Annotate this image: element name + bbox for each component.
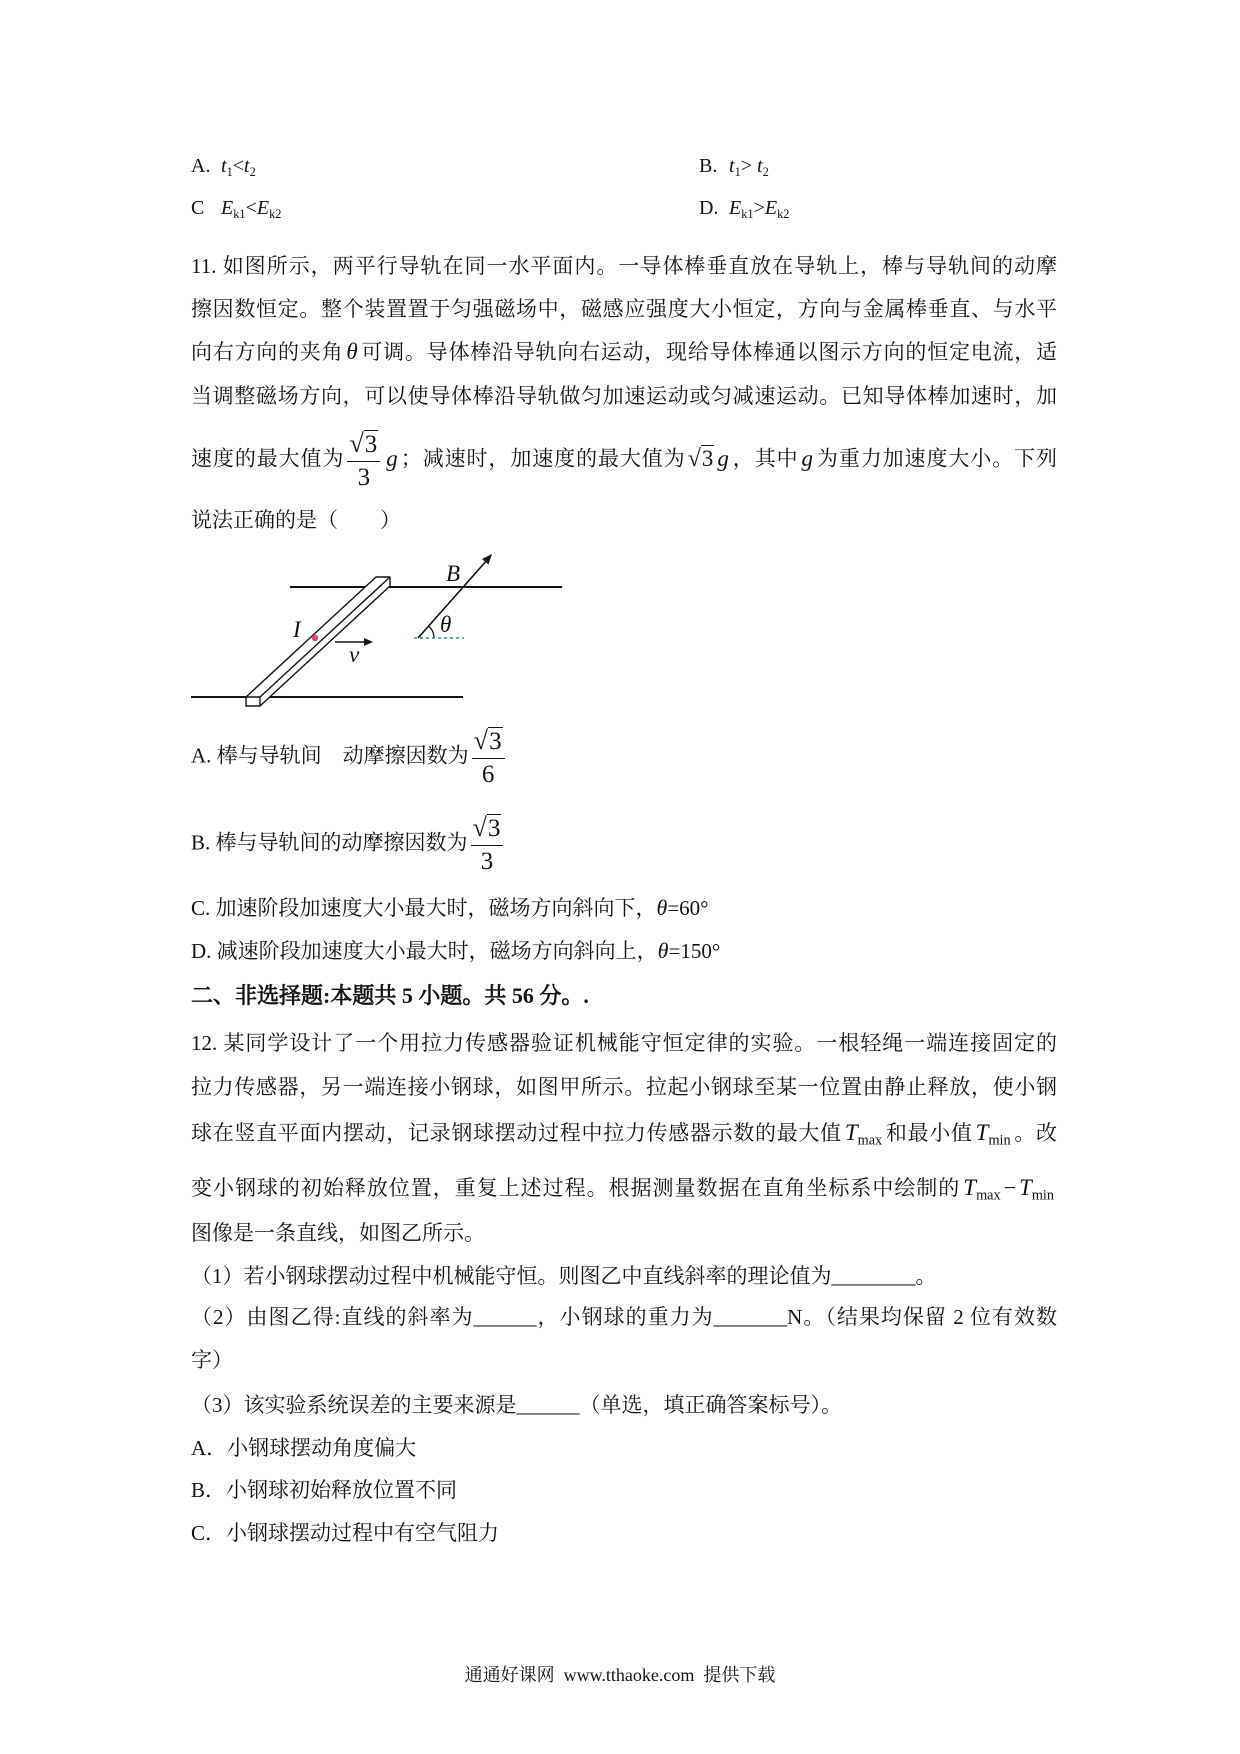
text: 和最小值: [885, 1121, 973, 1145]
sqrt-3: [688, 446, 715, 471]
q10-option-d: [699, 193, 790, 229]
angle-value: =150°: [668, 939, 721, 963]
tension-symbol: [1019, 1175, 1054, 1204]
radical-sign: √: [472, 813, 487, 842]
minus-sign: −: [1003, 1175, 1017, 1200]
theta-symbol: θ: [656, 895, 668, 920]
current-label: I: [293, 617, 301, 642]
variable: t: [221, 155, 227, 177]
fraction-numerator: [472, 726, 505, 759]
current-marker-dot: [312, 635, 318, 641]
q12-choice-a: A．小钢球摆动角度偏大: [191, 1436, 417, 1460]
subscript: max: [976, 1187, 1001, 1204]
q11-line-1: 11. 如图所示，两平行导轨在同一水平面内。一导体棒垂直放在导轨上，棒与导轨间的动摩: [191, 254, 1057, 278]
variable: E: [256, 197, 270, 219]
variable: t: [757, 155, 763, 177]
q12-line-3: [191, 1118, 1057, 1156]
angle-theta-label: θ: [440, 612, 452, 637]
q12-subquestion-3: （3）该实验系统误差的主要来源是______（单选，填正确答案标号）。: [191, 1393, 842, 1417]
subscript: max: [857, 1132, 883, 1149]
subscript: k2: [777, 206, 790, 221]
text: 速度的最大值为: [191, 446, 345, 471]
rod-edge: [260, 577, 390, 697]
q11-line-6: 说法正确的是（ ）: [191, 508, 401, 532]
q12-line-4: [191, 1173, 1057, 1211]
radicand: 3: [487, 815, 501, 842]
theta-symbol: θ: [346, 339, 358, 364]
angle-arc: [429, 626, 434, 638]
option-text: D. 减速阶段加速度大小最大时，磁场方向斜向上，: [191, 939, 658, 963]
tension-symbol: [844, 1120, 883, 1149]
option-text: B. 棒与导轨间的动摩擦因数为: [191, 830, 468, 855]
q12-line-1: 12. 某同学设计了一个用拉力传感器验证机械能守恒定律的实验。一根轻绳一端连接固定的: [191, 1031, 1057, 1055]
variable: E: [729, 197, 742, 219]
q11-option-a: [191, 726, 508, 789]
variable: T: [963, 1175, 977, 1200]
variable: E: [221, 197, 234, 219]
fraction-sqrt3-over-3: [347, 429, 380, 492]
text: ；减速时，加速度的最大值为: [400, 446, 686, 471]
operator: >: [740, 155, 758, 177]
q12-subquestion-2-line-2: 字）: [191, 1348, 233, 1372]
subscript: k2: [269, 206, 282, 221]
angle-value: =60°: [667, 896, 709, 920]
q11-line-3: [191, 337, 1057, 367]
text: 球在竖直平面内摆动，记录钢球摆动过程中拉力传感器示数的最大值: [191, 1121, 842, 1145]
text: 向右方向的夹角: [191, 340, 344, 364]
operator: >: [753, 197, 765, 219]
variable: T: [1019, 1175, 1032, 1200]
option-label: D.: [699, 197, 719, 219]
fraction-denominator: 3: [357, 463, 371, 491]
subscript: k1: [741, 206, 754, 221]
q11-option-d: [191, 936, 720, 966]
rail-rod-diagram: [180, 540, 580, 720]
tension-symbol: [963, 1175, 1001, 1204]
text: 。改: [1013, 1121, 1058, 1145]
g-symbol: g: [386, 445, 398, 471]
radical-sign: √: [349, 429, 364, 458]
g-symbol: g: [717, 445, 729, 471]
option-label: A.: [191, 155, 211, 177]
subscript: k1: [233, 206, 246, 221]
subscript: min: [1031, 1187, 1054, 1204]
radicand: 3: [701, 445, 714, 471]
q11-option-c: [191, 893, 709, 923]
theta-symbol: θ: [657, 938, 669, 963]
q12-subquestion-1: （1）若小钢球摆动过程中机械能守恒。则图乙中直线斜率的理论值为________。: [191, 1264, 937, 1288]
radicand: 3: [364, 431, 378, 458]
page-footer: 通通好课网 www.tthaoke.com 提供下载: [464, 1665, 776, 1685]
fraction-denominator: 6: [481, 760, 495, 788]
q12-choice-b: B．小钢球初始释放位置不同: [191, 1478, 458, 1502]
fraction-sqrt3-over-3: [471, 813, 504, 876]
tension-symbol: [975, 1120, 1011, 1149]
q11-line-2: 擦因数恒定。整个装置置于匀强磁场中，磁感应强度大小恒定，方向与金属棒垂直、与水平: [191, 297, 1057, 321]
variable: T: [844, 1120, 858, 1145]
subscript: 1: [226, 164, 233, 179]
option-label: B.: [699, 155, 718, 177]
q12-choice-c: C．小钢球摆动过程中有空气阻力: [191, 1521, 500, 1545]
q11-option-b: [191, 813, 506, 876]
section-heading: 二、非选择题:本题共 5 小题。共 56 分。.: [191, 983, 589, 1008]
subscript: 2: [762, 164, 769, 179]
radicand: 3: [489, 728, 502, 755]
fraction-sqrt3-over-6: [472, 726, 505, 789]
option-label: C: [191, 197, 205, 219]
subscript: min: [988, 1132, 1011, 1149]
option-text: C. 加速阶段加速度大小最大时，磁场方向斜向下，: [191, 896, 657, 920]
q12-subquestion-2-line-1: （2）由图乙得:直线的斜率为______，小钢球的重力为_______N。（结果均保留 2 位有效数: [191, 1305, 1057, 1329]
subscript: 2: [249, 164, 256, 179]
fraction-numerator: [347, 429, 380, 462]
g-symbol: g: [801, 445, 814, 471]
variable: t: [244, 155, 250, 177]
text: 可调。导体棒沿导轨向右运动，现给导体棒通以图示方向的恒定电流，适: [360, 340, 1057, 364]
subscript: 1: [734, 164, 741, 179]
text: ，其中: [731, 446, 799, 471]
variable: t: [729, 155, 735, 177]
velocity-label: v: [349, 642, 360, 667]
q12-line-5: 图像是一条直线，如图乙所示。: [191, 1221, 485, 1245]
variable: T: [975, 1120, 989, 1145]
operator: <: [232, 155, 245, 177]
q10-option-b: [699, 151, 769, 187]
operator: <: [245, 197, 257, 219]
text: 为重力加速度大小。下列: [816, 446, 1058, 471]
magnetic-field-label: B: [446, 561, 461, 586]
radical-sign: √: [473, 726, 489, 755]
variable: E: [764, 197, 778, 219]
q10-option-a: [191, 151, 256, 187]
velocity-arrowhead: [364, 638, 373, 646]
fraction-numerator: [471, 813, 504, 846]
q11-line-5: [191, 429, 1057, 492]
q11-line-4: 当调整磁场方向，可以使导体棒沿导轨做匀加速运动或匀减速运动。已知导体棒加速时，加: [191, 384, 1057, 408]
text: 变小钢球的初始释放位置，重复上述过程。根据测量数据在直角坐标系中绘制的: [191, 1176, 961, 1200]
option-text: A. 棒与导轨间 动摩擦因数为: [191, 743, 469, 768]
fraction-denominator: 3: [480, 847, 494, 875]
radical-sign: √: [687, 444, 701, 472]
q10-option-c: [191, 193, 282, 229]
q12-line-2: 拉力传感器，另一端连接小钢球，如图甲所示。拉起小钢球至某一位置由静止释放，使小钢: [191, 1075, 1057, 1099]
